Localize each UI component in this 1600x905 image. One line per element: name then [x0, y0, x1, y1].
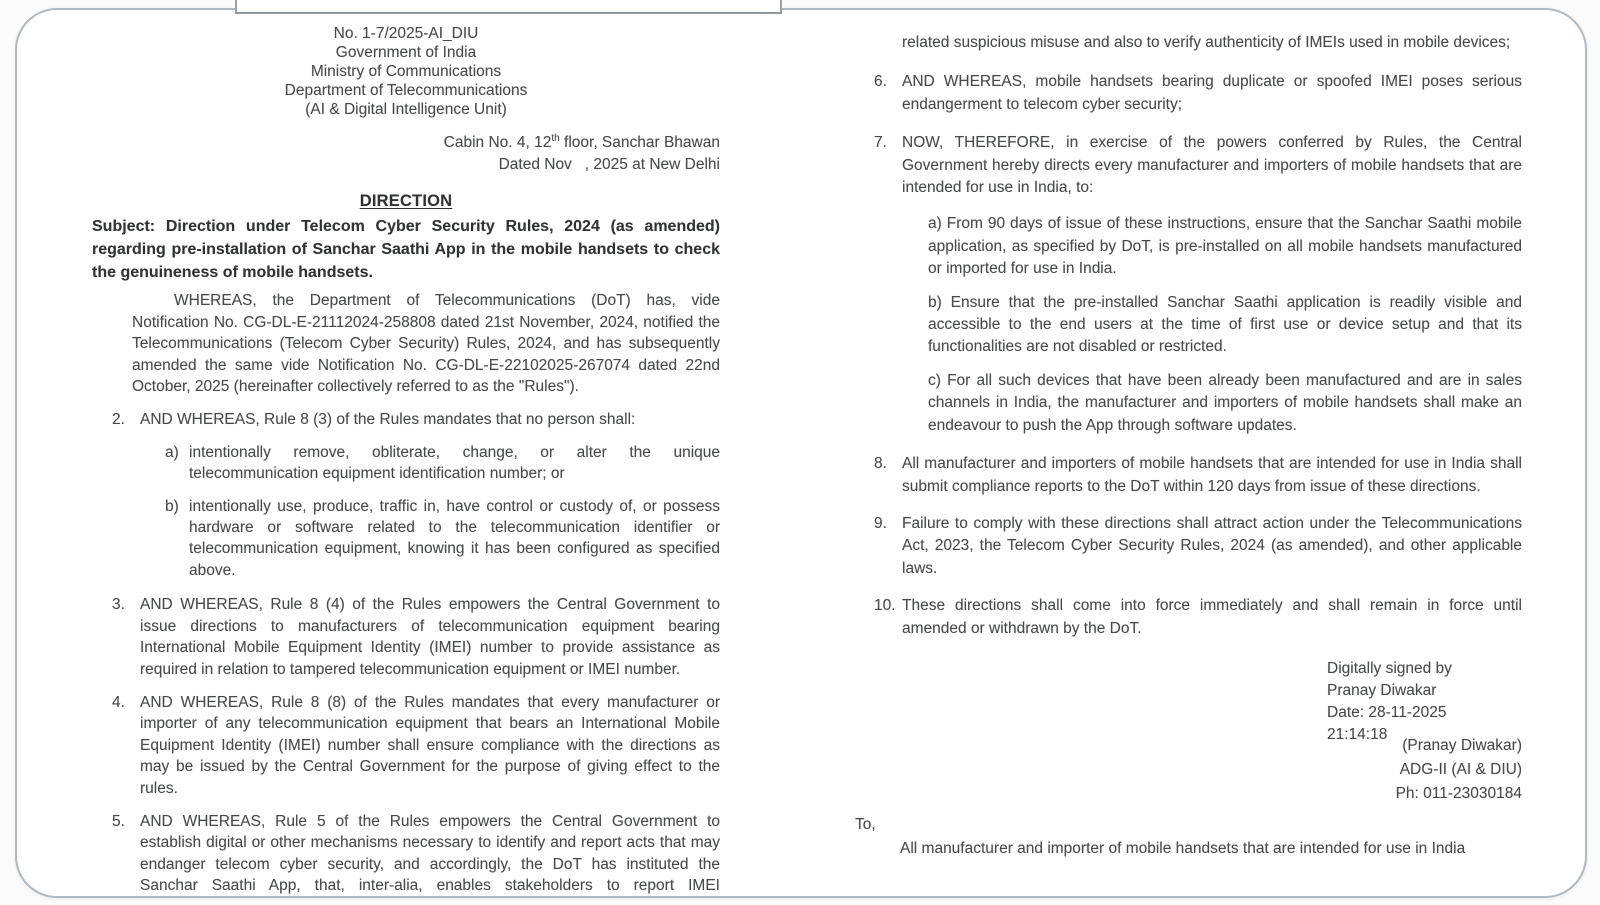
paragraph-8-text: All manufacturer and importers of mobile handsets that are intended for use in India shall submit compliance reports to the DoT within 120 days from issue of these directions. — [902, 455, 1522, 495]
paragraph-4-text: AND WHEREAS, Rule 8 (8) of the Rules mandates that every manufacturer or importer of any telecommunication equipment that bears an International Mobile Equipment Identity (IMEI) number shall ensure compliance with the directions as may be issued by the Central Government for the purpose of giving effect to the rules. — [140, 693, 720, 797]
left-column — [92, 24, 720, 897]
paragraph-7-number: 7. — [874, 134, 887, 152]
paragraph-2b-text: intentionally use, produce, traffic in, have control or custody of, or possess hardware or software related to the telecommunication identifier or telecommunication equipment, knowing it has been configured as specified above. — [189, 497, 720, 579]
paragraph-3-number: 3. — [112, 596, 125, 614]
paragraph-7-text: NOW, THEREFORE, in exercise of the powers conferred by Rules, the Central Government hereby directs every manufacturer and importers of mobile handsets that are intended for use in India, to: — [902, 134, 1522, 197]
paragraph-5 — [112, 811, 720, 897]
right-column — [855, 32, 1522, 857]
paragraph-7 — [874, 132, 1522, 199]
signatory-designation: ADG-II (AI & DIU) — [1399, 761, 1522, 778]
unit-line: (AI & Digital Intelligence Unit) — [305, 101, 507, 118]
addressee-salutation: To, — [855, 816, 876, 833]
paragraph-4-number: 4. — [112, 693, 125, 711]
ordinal-superscript: th — [551, 132, 560, 144]
paragraph-10 — [874, 595, 1522, 640]
paragraph-2a — [165, 442, 720, 485]
digital-signature-line1: Digitally signed by — [1327, 660, 1452, 677]
department-line: Department of Telecommunications — [284, 82, 528, 99]
paragraph-2b-label: b) — [165, 497, 179, 515]
subject-line: Subject: Direction under Telecom Cyber Security Rules, 2024 (as amended) regarding pre-installation of Sanchar Saathi App in the mobile handsets to check the genuineness of mobile handsets. — [92, 218, 720, 282]
paragraph-2-number: 2. — [112, 411, 125, 429]
paragraph-6 — [874, 71, 1522, 116]
paragraph-5-number: 5. — [112, 812, 125, 830]
paragraph-3-text: AND WHEREAS, Rule 8 (4) of the Rules empowers the Central Government to issue directions to manufacturers of telecommunication equipment bearing International Mobile Equipment Identity (IMEI) number to provide assistance as required in relation to tampered telecommunication equipment or IMEI number. — [140, 596, 720, 678]
paragraph-8-number: 8. — [874, 455, 887, 473]
document-title: DIRECTION — [359, 192, 453, 210]
previous-page-edge — [235, 0, 782, 14]
paragraph-8 — [874, 453, 1522, 498]
digital-signature-line2: Pranay Diwakar — [1327, 682, 1437, 699]
addressee-line: All manufacturer and importer of mobile handsets that are intended for use in India — [900, 840, 1466, 857]
govt-line: Government of India — [335, 44, 477, 61]
paragraph-2 — [112, 409, 720, 430]
document-page — [15, 8, 1587, 898]
paragraph-7a: a) From 90 days of issue of these instructions, ensure that the Sanchar Saathi mobile application, as specified by DoT, is pre-installed on all mobile handsets manufactured or imported for use in India. — [928, 215, 1522, 278]
paragraph-6-text: AND WHEREAS, mobile handsets bearing duplicate or spoofed IMEI poses serious endangerment to telecom cyber security; — [902, 73, 1522, 113]
paragraph-2a-text: intentionally remove, obliterate, change, or alter the unique telecommunication equipment identification number; or — [189, 443, 720, 483]
paragraph-9 — [874, 513, 1522, 580]
paragraph-3 — [112, 594, 720, 680]
letterhead — [92, 24, 720, 119]
digital-signature-line3: Date: 28-11-2025 — [1327, 704, 1447, 721]
paragraph-4 — [112, 692, 720, 799]
signatory-name: (Pranay Diwakar) — [1402, 737, 1522, 754]
signatory-block — [1262, 734, 1522, 806]
office-address — [92, 132, 720, 176]
paragraph-6-number: 6. — [874, 73, 887, 91]
paragraph-5-text: AND WHEREAS, Rule 5 of the Rules empowers the Central Government to establish digital or other mechanisms necessary to identify and report acts that may endanger telecom cyber security, and accordingly, the DoT has instituted the Sanchar Saathi App, that, inter-alia, enables stakeholders to report IMEI — [140, 812, 720, 895]
office-address-line1: Cabin No. 4, 12th floor, Sanchar Bhawan — [443, 132, 720, 151]
paragraph-7b: b) Ensure that the pre-installed Sanchar Saathi application is readily visible and accessible to the end users at the time of first use or device setup and that its functionalities are not disabled or restricted. — [928, 293, 1522, 356]
ministry-line: Ministry of Communications — [310, 63, 502, 80]
paragraph-9-text: Failure to comply with these directions shall attract action under the Telecommunications Act, 2023, the Telecom Cyber Security Rules, 2024 (as amended), and other applicable laws. — [902, 514, 1522, 577]
paragraph-1: WHEREAS, the Department of Telecommunications (DoT) has, vide Notification No. CG-DL-E-21112024-258808 dated 21st November, 2024, notified the Telecommunications (Telecom Cyber Security) Rules, 2024, and has subsequently amended the same vide Notification No. CG-DL-E-22102025-267074 dated 22nd October, 2025 (hereinafter collectively referred to as the "Rules"). — [132, 292, 720, 396]
paragraph-10-number: 10. — [874, 597, 896, 615]
paragraph-9-number: 9. — [874, 514, 887, 532]
signatory-phone: Ph: 011-23030184 — [1395, 785, 1522, 802]
office-address-line2: Dated Nov , 2025 at New Delhi — [498, 156, 720, 173]
paragraph-2-text: AND WHEREAS, Rule 8 (3) of the Rules mandates that no person shall: — [140, 411, 636, 429]
digital-signature-stamp — [1327, 658, 1527, 746]
letter-number: No. 1-7/2025-AI_DIU — [333, 25, 479, 42]
paragraph-2b — [165, 496, 720, 582]
digital-signature-line4: 21:14:18 — [1327, 726, 1388, 743]
paragraph-10-text: These directions shall come into force immediately and shall remain in force until amended or withdrawn by the DoT. — [902, 597, 1522, 637]
paragraph-2a-label: a) — [165, 443, 179, 461]
paragraph-7c: c) For all such devices that have been already been manufactured and are in sales channels in India, the manufacturer and importers of mobile handsets shall make an endeavour to push the App through software updates. — [928, 371, 1522, 434]
paragraph-5-continuation: related suspicious misuse and also to verify authenticity of IMEIs used in mobile devices; — [902, 34, 1511, 51]
